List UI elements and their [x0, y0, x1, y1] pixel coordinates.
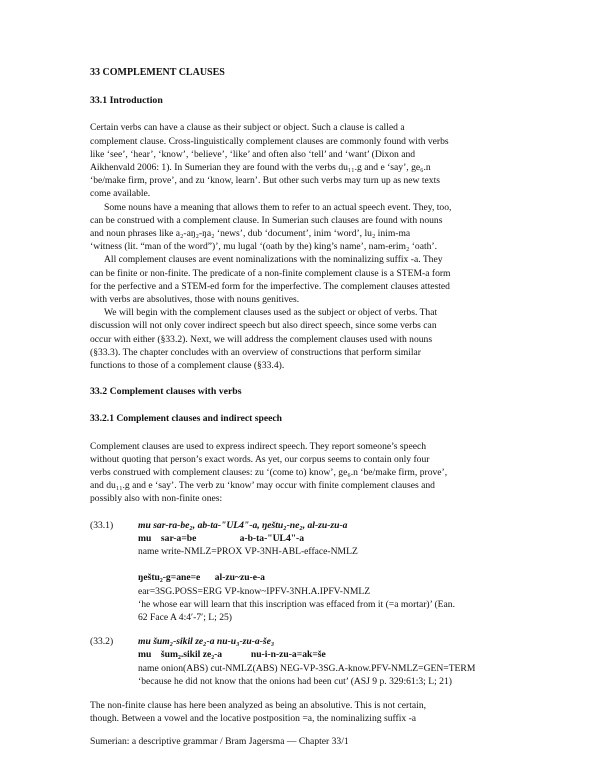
- page-footer: Sumerian: a descriptive grammar / Bram Jagersma — Chapter 33/1: [90, 736, 349, 747]
- indirect-speech-paragraph: Complement clauses are used to express indirect speech. They report someone’s speech without quoting that person’s exact words. As yet, our corpus seems to contain only four verbs construed with complement clauses: zu ‘(come to) know’, ge₆.n ‘be/make firm, prove’, and du₁₁.g and e ‘say’. The verb zu ‘know’ may occur with finite complement clauses and possibly also with non-finite ones:: [90, 440, 448, 505]
- example-gloss: name onion(ABS) cut-NMLZ(ABS) NEG-VP-3SG.A-know.PFV-NMLZ=GEN=TERM: [138, 662, 476, 674]
- chapter-title: 33 COMPLEMENT CLAUSES: [90, 67, 225, 78]
- example-segmentation: ŋeštu₂-g=ane=e al-zu~zu-e-a: [138, 572, 265, 584]
- intro-paragraph-3: All complement clauses are event nominalizations with the nominalizing suffix -a. They can be finite or non-finite. The predicate of a non-finite complement clause is a STEM-a form for the perfective and a STEM-ed form for the imperfective. The complement clauses attested with verbs are absolutives, those with nouns genitives.: [90, 254, 451, 306]
- example-number: (33.1): [90, 519, 114, 531]
- example-source: 62 Face A 4:4′-7′; L; 25): [138, 611, 232, 623]
- example-gloss: name write-NMLZ=PROX VP-3NH-ABL-efface-NMLZ: [138, 546, 358, 558]
- example-33-1: [90, 519, 522, 624]
- example-gloss: ear=3SG.POSS=ERG VP-know~IPFV-3NH.A.IPFV-NMLZ: [138, 585, 371, 597]
- example-number: (33.2): [90, 636, 114, 648]
- section-heading-introduction: 33.1 Introduction: [90, 95, 163, 107]
- example-segmentation: mu sar-a=be a-b-ta-"UL4"-a: [138, 532, 305, 544]
- intro-paragraph-2: Some nouns have a meaning that allows them to refer to an actual speech event. They, too, can be construed with a complement clause. In Sumerian such clauses are found with nouns and noun phrases like a₂-aŋ₂-ŋa₂ ‘news’, dub ‘document’, inim ‘word’, lu₂ inim-ma ‘witness (lit. “man of the word”)’, mu lugal ‘(oath by the) king’s name’, nam-erim₂ ‘oath’.: [90, 201, 452, 253]
- example-translation: ‘because he did not know that the onions had been cut’ (ASJ 9 p. 329:61:3; L; 21): [138, 675, 452, 687]
- after-examples-paragraph: The non-finite clause has here been analyzed as being an absolutive. This is not certain, though. Between a vowel and the locative postposition =a, the nominalizing suffix -a: [90, 699, 427, 725]
- intro-paragraph-1: Certain verbs can have a clause as their subject or object. Such a clause is called a complement clause. Cross-linguistically complement clauses are commonly found with verbs like ‘see’, ‘hear’, ‘know’, ‘believe’, ‘like’ and often also ‘tell’ and ‘want’ (Dixon and Aikhenvald 2006: 1). In Sumerian they are found with the verbs du₁₁.g and e ‘say’, ge₆.n ‘be/make firm, prove’, and zu ‘know, learn’. But other such verbs may turn up as new texts come available.: [90, 122, 449, 200]
- example-translation: ‘he whose ear will learn that this inscription was effaced from it (=a mortar)’ (Ean.: [138, 598, 456, 610]
- example-33-2: [90, 635, 522, 688]
- page-content: [90, 66, 522, 725]
- example-segmentation: mu šum₂.sikil ze₂-a nu-i-n-zu-a=ak=še: [138, 649, 326, 661]
- example-transliteration: mu šum₂-sikil ze₂-a nu-u₃-zu-a-še₃: [138, 636, 275, 648]
- example-transliteration: mu sar-ra-be₂, ab-ta-"UL4"-a, ŋeštu₂-ne₂, al-zu-zu-a: [138, 519, 348, 531]
- intro-paragraph-4: We will begin with the complement clauses used as the subject or object of verbs. That discussion will not only cover indirect speech but also direct speech, since some verbs can occur with either (§33.2). Next, we will address the complement clauses used with nouns (§33.3). The chapter concludes with an overview of constructions that perform similar functions to those of a complement clause (§33.4).: [90, 307, 438, 372]
- subsection-heading-indirect-speech: 33.2.1 Complement clauses and indirect speech: [90, 413, 282, 425]
- section-heading-verbs: 33.2 Complement clauses with verbs: [90, 386, 242, 398]
